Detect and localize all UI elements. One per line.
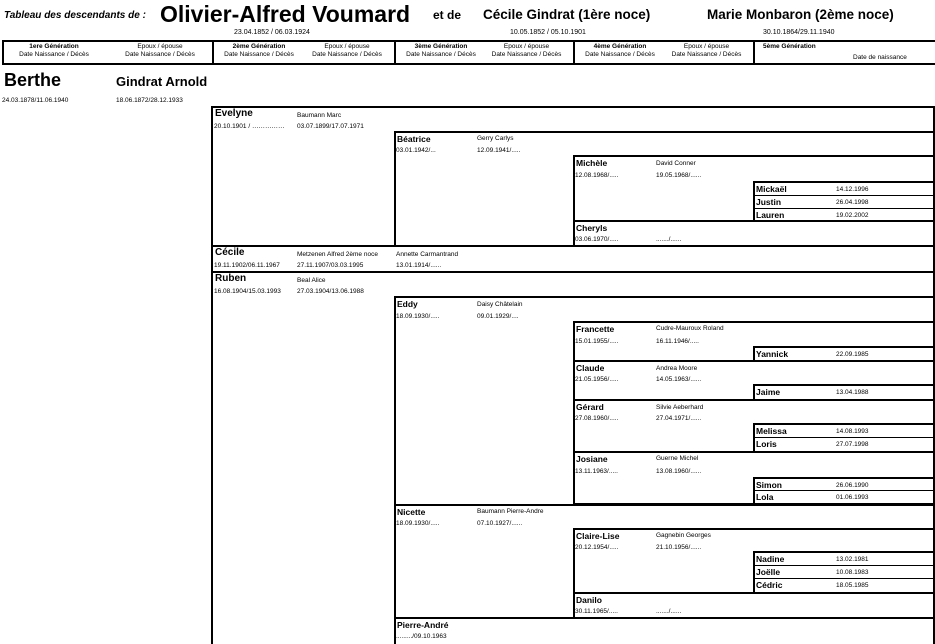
header-spouse3: Epoux / épouse Date Naissance / Décès — [491, 43, 562, 58]
ruben-line — [211, 271, 935, 273]
header-birth: Date de naissance — [853, 54, 907, 61]
yannick-line — [753, 346, 935, 348]
cecile-name: Cécile — [215, 247, 245, 258]
melissa-name: Melissa — [756, 426, 787, 436]
ruben-spouse-dates: 27.03.1904/13.06.1988 — [297, 288, 364, 295]
nicette-line — [394, 504, 935, 506]
header-gen1: 1ere Génération Date Naissance / Décès — [19, 43, 89, 58]
claude-spouse: Andrea Moore — [656, 365, 698, 372]
nadine-date: 13.02.1981 — [836, 556, 869, 563]
beatrice-spouse: Gerry Carlys — [477, 135, 514, 142]
cedric-date: 18.05.1985 — [836, 582, 869, 589]
right-border — [933, 106, 935, 644]
gerard-name: Gérard — [576, 402, 604, 412]
lola-line — [753, 490, 935, 491]
yannick-date: 22.09.1985 — [836, 351, 869, 358]
header-gen2: 2ème Génération Date Naissance / Décès — [224, 43, 294, 58]
danilo-dates: 30.11.1965/..... — [575, 608, 618, 615]
lola-name: Lola — [756, 492, 774, 502]
michele-spouse-dates: 19.05.1968/...... — [656, 172, 702, 179]
clairelise-line — [573, 528, 935, 530]
evelyne-spouse: Baumann Marc — [297, 112, 342, 119]
loris-name: Loris — [756, 439, 777, 449]
josiane-dates: 13.11.1963/..... — [575, 468, 618, 475]
beatrice-spouse-dates: 12.09.1941/..... — [477, 147, 521, 154]
nicette-name: Nicette — [397, 507, 426, 517]
header-spouse1: Epoux / épouse Date Naissance / Décès — [125, 43, 195, 58]
lauren-name: Lauren — [756, 210, 785, 220]
danilo-spouse-dates: ......./...... — [656, 608, 682, 615]
cedric-line — [753, 578, 935, 579]
joelle-name: Joëlle — [756, 567, 781, 577]
title-connector: et de — [433, 8, 462, 22]
eddy-children-vertical — [573, 321, 575, 504]
nadine-name: Nadine — [756, 554, 785, 564]
gerard-dates: 27.08.1960/..... — [575, 415, 619, 422]
main-person-name: Olivier-Alfred Voumard — [160, 1, 411, 27]
claude-spouse-dates: 14.05.1963/...... — [656, 376, 702, 383]
cecile-spouse2-dates: 13.01.1914/...... — [396, 262, 442, 269]
josiane-spouse: Guerne Michel — [656, 455, 699, 462]
beatrice-name: Béatrice — [397, 134, 431, 144]
claude-line — [573, 360, 935, 362]
evelyne-name: Evelyne — [215, 108, 253, 119]
ruben-dates: 16.08.1904/15.03.1993 — [214, 288, 281, 295]
claude-children-vertical — [753, 384, 755, 399]
claude-name: Claude — [576, 363, 605, 373]
ruben-name: Ruben — [215, 273, 247, 284]
josiane-name: Josiane — [576, 454, 608, 464]
michele-dates: 12.08.1968/..... — [575, 172, 619, 179]
joelle-line — [753, 565, 935, 566]
pierreandre-line — [394, 617, 935, 619]
mickael-line — [753, 181, 935, 183]
jaime-name: Jaime — [756, 387, 781, 397]
francette-line — [573, 321, 935, 323]
danilo-line — [573, 592, 935, 594]
berthe-name: Berthe — [4, 70, 62, 90]
beatrice-children-vertical — [573, 155, 575, 245]
cheryls-spouse-dates: ......./...... — [656, 236, 682, 243]
spouse2-dates: 30.10.1864/29.11.1940 — [763, 29, 835, 36]
simon-line — [753, 477, 935, 479]
berthe-spouse: Gindrat Arnold — [116, 74, 208, 89]
lauren-line — [753, 208, 935, 209]
nadine-line — [753, 551, 935, 553]
beatrice-dates: 03.01.1942/... — [396, 147, 436, 154]
michele-spouse: David Conner — [656, 160, 696, 167]
francette-name: Francette — [576, 324, 615, 334]
loris-line — [753, 437, 935, 438]
header-spouse4: Epoux / épouse Date Naissance / Décès — [671, 43, 742, 58]
cecile-spouse: Metzenen Alfred 2ème noce — [297, 251, 378, 258]
evelyne-spouse-dates: 03.07.1899/17.07.1971 — [297, 123, 364, 130]
eddy-name: Eddy — [397, 299, 418, 309]
ruben-children-vertical — [394, 296, 396, 644]
josiane-spouse-dates: 13.08.1960/...... — [656, 468, 702, 475]
melissa-line — [753, 423, 935, 425]
mickael-date: 14.12.1996 — [836, 186, 869, 193]
eddy-spouse-dates: 09.01.1929/.... — [477, 313, 519, 320]
cheryls-dates: 03.06.1970/..... — [575, 236, 619, 243]
cheryls-name: Cheryls — [576, 223, 608, 233]
mickael-name: Mickaël — [756, 184, 787, 194]
main-person-dates: 23.04.1852 / 06.03.1924 — [234, 29, 310, 36]
simon-date: 26.06.1990 — [836, 482, 869, 489]
michele-children-vertical — [753, 181, 755, 221]
header-gen5: 5ème Génération — [763, 43, 816, 50]
evelyne-line — [211, 106, 935, 108]
claude-dates: 21.05.1956/..... — [575, 376, 619, 383]
cedric-name: Cédric — [756, 580, 783, 590]
clairelise-spouse-dates: 21.10.1956/...... — [656, 544, 702, 551]
michele-line — [573, 155, 935, 157]
eddy-line — [394, 296, 935, 298]
clairelise-spouse: Gagnebin Georges — [656, 532, 711, 539]
pierreandre-dates: ........./09.10.1963 — [396, 633, 447, 640]
spouse1-dates: 10.05.1852 / 05.10.1901 — [510, 29, 586, 36]
clairelise-dates: 20.12.1954/..... — [575, 544, 619, 551]
simon-name: Simon — [756, 480, 782, 490]
joelle-date: 10.08.1983 — [836, 569, 869, 576]
header-bottom-border — [2, 63, 935, 65]
clairelise-children-vertical — [753, 551, 755, 592]
justin-line — [753, 195, 935, 196]
nicette-spouse: Baumann Pierre-Andre — [477, 508, 544, 515]
justin-date: 26.04.1998 — [836, 199, 869, 206]
lola-date: 01.06.1993 — [836, 494, 869, 501]
josiane-line — [573, 451, 935, 453]
francette-children-vertical — [753, 346, 755, 360]
header-divider-5 — [753, 40, 755, 64]
jaime-line — [753, 384, 935, 386]
spouse2-name: Marie Monbaron (2ème noce) — [707, 7, 894, 22]
cecile-line — [211, 245, 935, 247]
pierreandre-name: Pierre-André — [397, 620, 449, 630]
cecile-dates: 19.11.1902/06.11.1967 — [214, 262, 280, 269]
berthe-dates: 24.03.1878/11.06.1940 — [2, 97, 69, 104]
nicette-dates: 18.09.1930/..... — [396, 520, 440, 527]
clairelise-name: Claire-Lise — [576, 531, 620, 541]
gerard-spouse: Silvie Aeberhard — [656, 404, 704, 411]
header-spouse2: Epoux / épouse Date Naissance / Décès — [312, 43, 382, 58]
francette-spouse-dates: 16.11.1946/..... — [656, 338, 699, 345]
yannick-name: Yannick — [756, 349, 789, 359]
nicette-children-vertical — [573, 528, 575, 617]
lauren-date: 19.02.2002 — [836, 212, 869, 219]
title-prefix: Tableau des descendants de : — [4, 10, 146, 21]
nicette-spouse-dates: 07.10.1927/...... — [477, 520, 523, 527]
francette-dates: 15.01.1955/..... — [575, 338, 619, 345]
gen2-vertical — [211, 106, 213, 644]
justin-name: Justin — [756, 197, 782, 207]
header-gen4: 4ème Génération Date Naissance / Décès — [585, 43, 655, 58]
melissa-date: 14.08.1993 — [836, 428, 869, 435]
cecile-spouse-dates: 27.11.1907/03.03.1995 — [297, 262, 364, 269]
ruben-spouse: Beal Alice — [297, 277, 326, 284]
berthe-spouse-dates: 18.06.1872/28.12.1933 — [116, 97, 183, 104]
danilo-name: Danilo — [576, 595, 602, 605]
cecile-spouse2: Annette Carmantrand — [396, 251, 459, 258]
header-gen3: 3ème Génération Date Naissance / Décès — [406, 43, 476, 58]
eddy-dates: 18.09.1930/..... — [396, 313, 440, 320]
evelyne-dates: 20.10.1901 / …………… — [214, 123, 285, 130]
header-top-border — [2, 40, 935, 42]
michele-name: Michèle — [576, 158, 608, 168]
gerard-spouse-dates: 27.04.1971/...... — [656, 415, 702, 422]
gerard-line — [573, 399, 935, 401]
beatrice-line — [394, 131, 935, 133]
jaime-date: 13.04.1988 — [836, 389, 869, 396]
francette-spouse: Cudre-Mauroux Roland — [656, 325, 724, 332]
spouse1-name: Cécile Gindrat (1ère noce) — [483, 7, 651, 22]
loris-date: 27.07.1998 — [836, 441, 869, 448]
eddy-spouse: Daisy Châtelain — [477, 301, 523, 308]
